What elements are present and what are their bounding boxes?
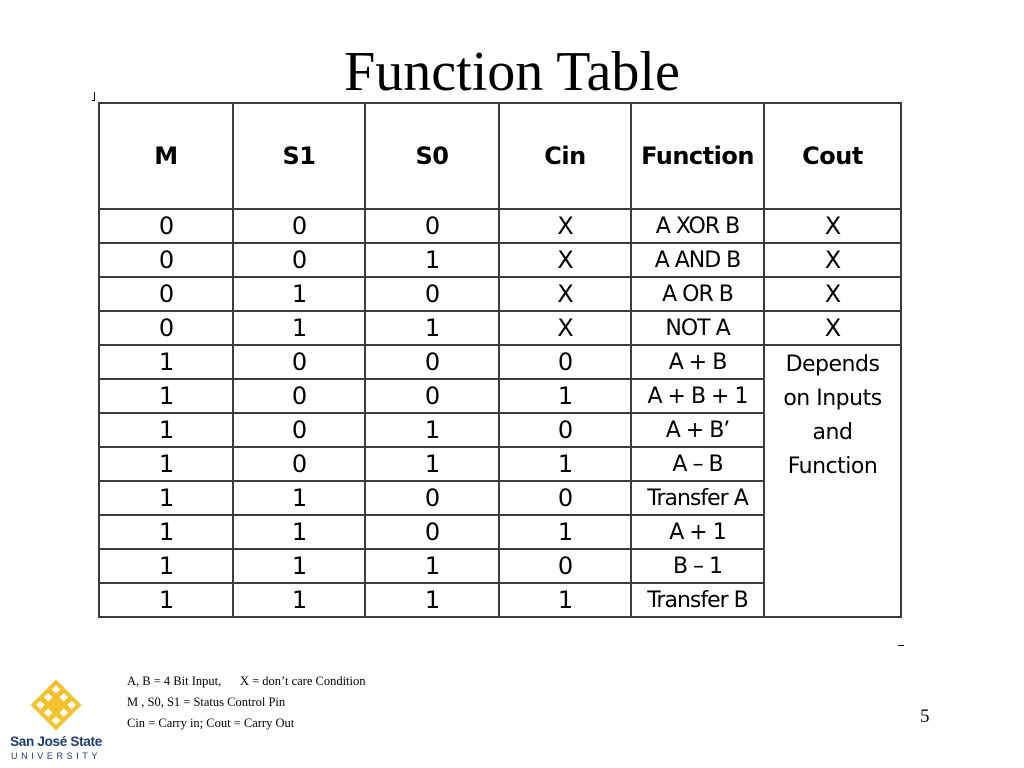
column-header-m: M — [99, 103, 233, 209]
footnote-line: Cin = Carry in; Cout = Carry Out — [127, 716, 295, 730]
corner-mark — [898, 645, 904, 646]
cell-s1: 1 — [233, 311, 365, 345]
cell-function: NOT A — [631, 311, 764, 345]
cell-s0: 0 — [365, 345, 499, 379]
cell-cin: X — [499, 243, 631, 277]
cell-s1: 1 — [233, 549, 365, 583]
cell-s0: 1 — [365, 413, 499, 447]
cell-cout: X — [764, 209, 901, 243]
cout-note-line: and — [812, 420, 853, 445]
cout-note-line: Depends — [785, 352, 880, 377]
table-row — [99, 209, 901, 243]
cell-m: 1 — [99, 515, 233, 549]
page-number: 5 — [920, 706, 930, 727]
cell-s0: 1 — [365, 583, 499, 617]
cell-s0: 0 — [365, 209, 499, 243]
cell-cin: 0 — [499, 345, 631, 379]
cell-s1: 0 — [233, 209, 365, 243]
column-header-s1: S1 — [233, 103, 365, 209]
cell-cin: X — [499, 209, 631, 243]
column-header-cin: Cin — [499, 103, 631, 209]
cell-m: 1 — [99, 447, 233, 481]
cell-m: 0 — [99, 243, 233, 277]
function-table — [98, 102, 902, 618]
cell-function: A + B’ — [631, 413, 764, 447]
cell-function: Transfer B — [631, 583, 764, 617]
cell-cout: X — [764, 311, 901, 345]
table-header-row — [99, 103, 901, 209]
cell-s1: 0 — [233, 379, 365, 413]
cell-m: 0 — [99, 209, 233, 243]
cell-m: 1 — [99, 413, 233, 447]
cell-function: A + B — [631, 345, 764, 379]
column-header-function: Function — [631, 103, 764, 209]
cell-cin: 1 — [499, 447, 631, 481]
footnote-line: A, B = 4 Bit Input, X = don’t care Condition — [127, 674, 366, 688]
cell-cout-merged — [764, 345, 901, 617]
university-seal-icon — [29, 678, 83, 732]
cell-s1: 0 — [233, 447, 365, 481]
cell-m: 1 — [99, 345, 233, 379]
footnotes — [127, 671, 366, 734]
cell-cin: 0 — [499, 549, 631, 583]
cell-function: A XOR B — [631, 209, 764, 243]
university-logo — [4, 676, 108, 766]
corner-mark — [92, 92, 95, 101]
cell-s1: 0 — [233, 243, 365, 277]
table-row — [99, 311, 901, 345]
cell-function: A + 1 — [631, 515, 764, 549]
cell-m: 1 — [99, 583, 233, 617]
slide-title: Function Table — [344, 41, 680, 103]
cell-m: 1 — [99, 549, 233, 583]
cell-cin: X — [499, 277, 631, 311]
cell-s0: 1 — [365, 311, 499, 345]
university-name: San José State — [10, 734, 102, 749]
cell-m: 1 — [99, 379, 233, 413]
cell-cin: 1 — [499, 515, 631, 549]
table-row — [99, 345, 901, 379]
cell-cout: X — [764, 243, 901, 277]
column-header-cout: Cout — [764, 103, 901, 209]
cell-cin: 0 — [499, 481, 631, 515]
table-row — [99, 243, 901, 277]
cell-s0: 1 — [365, 549, 499, 583]
cout-note-line: Function — [787, 454, 878, 479]
cell-function: Transfer A — [631, 481, 764, 515]
cell-s0: 0 — [365, 515, 499, 549]
cell-cin: 1 — [499, 379, 631, 413]
cell-m: 0 — [99, 311, 233, 345]
cell-s0: 0 — [365, 379, 499, 413]
footnote-line: M , S0, S1 = Status Control Pin — [127, 695, 286, 709]
cout-note-line: on Inputs — [783, 386, 882, 411]
cell-function: A AND B — [631, 243, 764, 277]
cell-s0: 0 — [365, 481, 499, 515]
cell-cin: 0 — [499, 413, 631, 447]
cell-s1: 1 — [233, 277, 365, 311]
cell-m: 0 — [99, 277, 233, 311]
cell-function: A – B — [631, 447, 764, 481]
cell-s0: 1 — [365, 447, 499, 481]
cell-function: A + B + 1 — [631, 379, 764, 413]
cell-cin: X — [499, 311, 631, 345]
table-row — [99, 277, 901, 311]
cell-s0: 0 — [365, 277, 499, 311]
cell-cin: 1 — [499, 583, 631, 617]
cell-function: B – 1 — [631, 549, 764, 583]
cell-cout: X — [764, 277, 901, 311]
cell-s1: 1 — [233, 481, 365, 515]
university-subtitle: UNIVERSITY — [10, 751, 101, 761]
cell-m: 1 — [99, 481, 233, 515]
cell-function: A OR B — [631, 277, 764, 311]
cell-s0: 1 — [365, 243, 499, 277]
cell-s1: 0 — [233, 345, 365, 379]
cell-s1: 1 — [233, 583, 365, 617]
cell-s1: 0 — [233, 413, 365, 447]
cell-s1: 1 — [233, 515, 365, 549]
column-header-s0: S0 — [365, 103, 499, 209]
